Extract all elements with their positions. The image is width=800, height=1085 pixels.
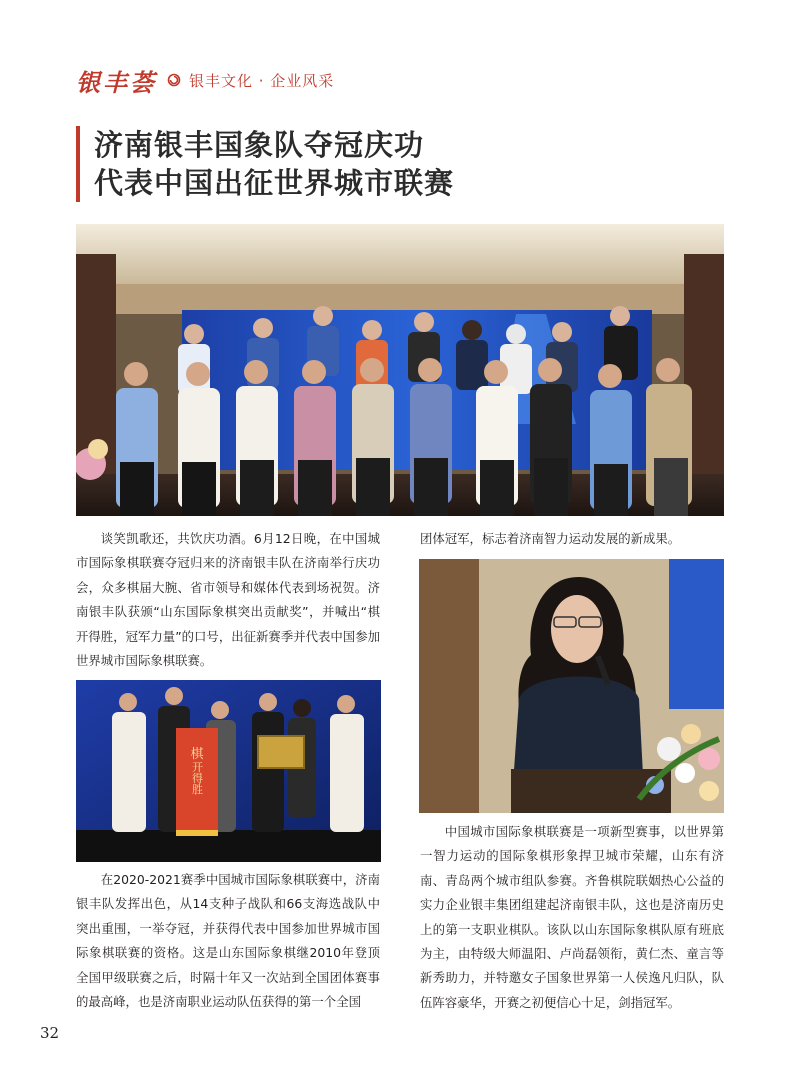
swirl-icon xyxy=(167,73,181,87)
headline-line-2: 代表中国出征世界城市联赛 xyxy=(94,166,455,200)
masthead xyxy=(76,60,334,100)
section-label: 银丰文化 · 企业风采 xyxy=(189,71,335,90)
right-column-paragraph-3: 中国城市国际象棋联赛是一项新型赛事，以世界第一智力运动的国际象棋形象捍卫城市荣耀，山东有济南、青岛两个城市组队参赛。齐鲁棋院联姻热心公益的实力企业银丰集团组建起济南银丰队，这也是济南历史上的第一支职业棋队。该队以山东国际象棋队原有班底为主，由特级大师温阳、卢尚磊领衔，黄仁杰、童言等新秀助力，并特邀女子国象世界第一人侯逸凡归队，队伍阵容豪华，开赛之初便信心十足，剑指冠军。 xyxy=(420,824,724,1010)
right-column-continuation: 团体冠军，标志着济南智力运动发展的新成果。 xyxy=(420,531,681,546)
article-headline xyxy=(76,126,454,202)
banner-flag-text-2: 开得胜 xyxy=(190,761,204,795)
page-number: 32 xyxy=(40,1024,60,1042)
banner-photo xyxy=(76,680,381,862)
magazine-logo: 银丰荟 xyxy=(76,67,157,97)
headline-line-1: 济南银丰国象队夺冠庆功 xyxy=(94,128,425,162)
banner-flag-text-1: 棋 xyxy=(190,747,204,762)
group-photo xyxy=(76,224,724,516)
speaker-photo xyxy=(419,559,724,813)
left-column-paragraph-1: 谈笑凯歌还，共饮庆功酒。6月12日晚，在中国城市国际象棋联赛夺冠归来的济南银丰队在济南举行庆功会，众多棋届大腕、省市领导和媒体代表到场祝贺。济南银丰队获颁“山东国际象棋突出贡献奖”，并喊出“棋开得胜，冠军力量”的口号，出征新赛季并代表中国参加世界城市国际象棋联赛。 xyxy=(76,531,380,669)
left-column-paragraph-2: 在2020-2021赛季中国城市国际象棋联赛中，济南银丰队发挥出色，从14支种子战队和66支海选战队中突出重围，一举夺冠，并获得代表中国参加世界城市国际象棋联赛的资格。这是山东国际象棋继2010年登顶全国甲级联赛之后，时隔十年又一次站到全国团体赛事的最高峰，也是济南职业运动队伍获得的第一个全国 xyxy=(76,872,380,1010)
